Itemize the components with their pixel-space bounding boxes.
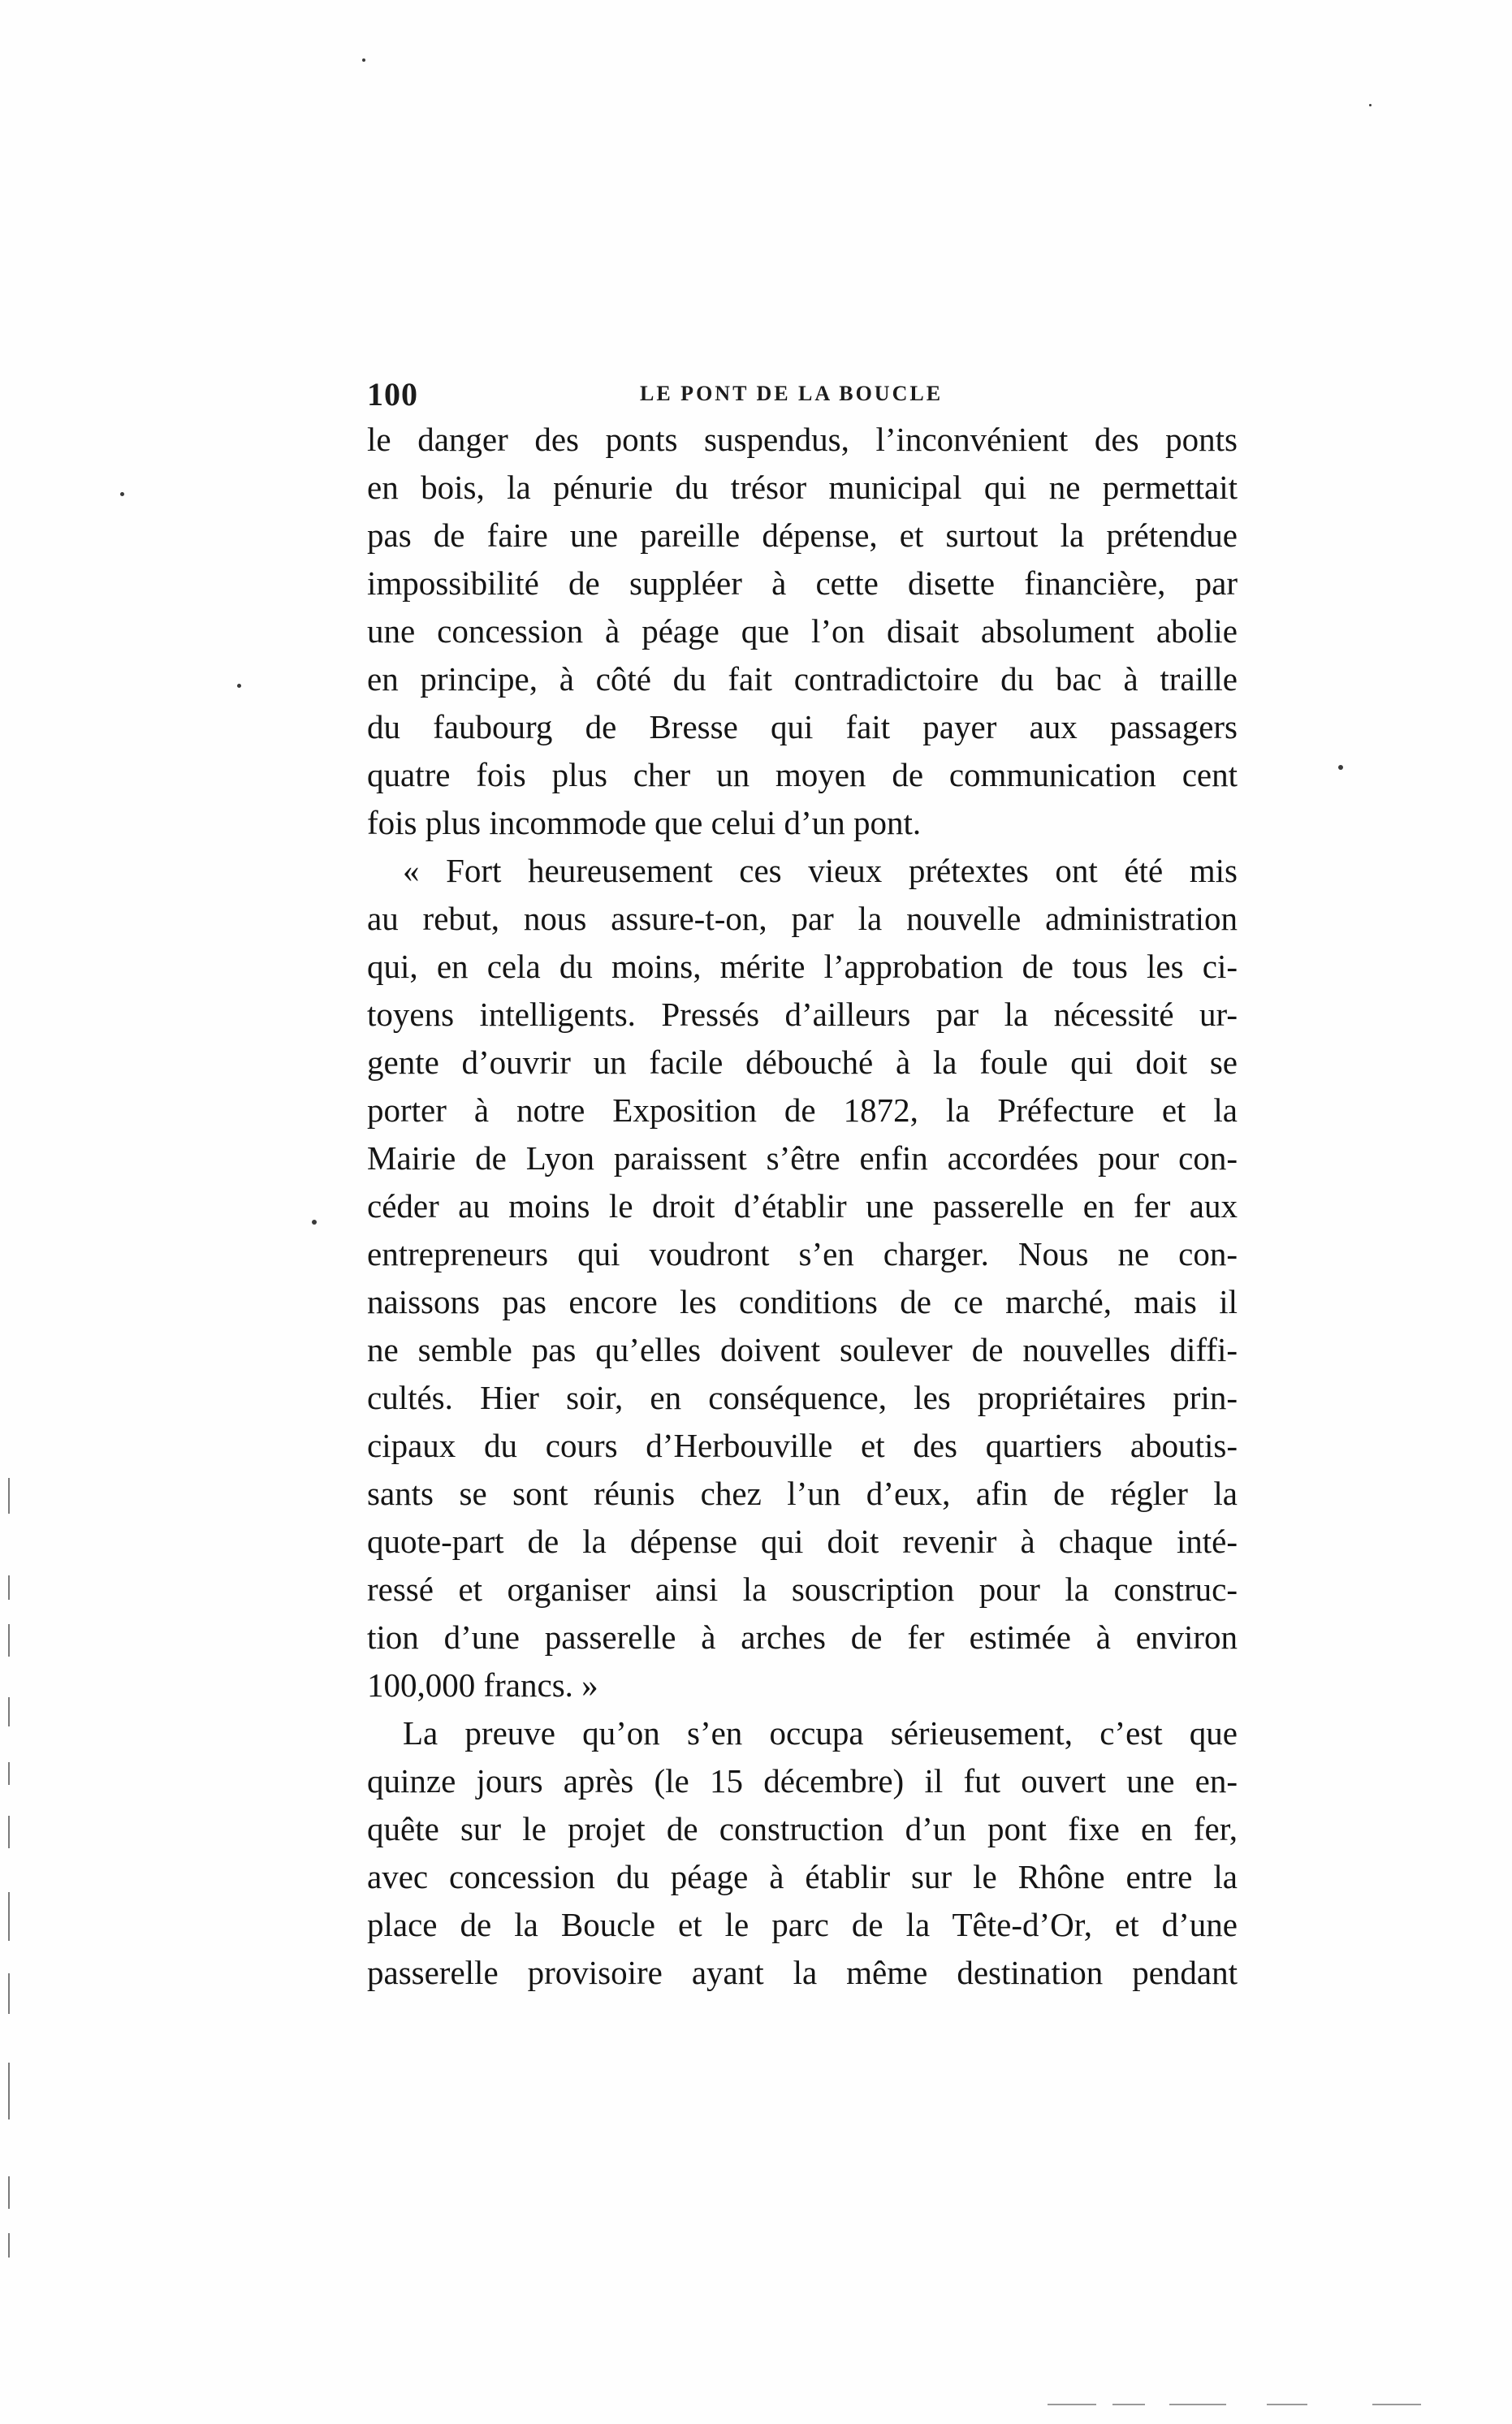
body-text (367, 416, 1238, 1997)
text-line: qui, en cela du moins, mérite l’approbation de tous les ci- (367, 948, 1238, 985)
text-line: gente d’ouvrir un facile débouché à la foule qui doit se (367, 1043, 1238, 1081)
page-number: 100 (367, 376, 418, 413)
edge-mark (8, 1624, 10, 1657)
edge-mark (8, 1816, 10, 1848)
text-line: quote-part de la dépense qui doit revenir à chaque inté- (367, 1523, 1238, 1560)
edge-mark (8, 2176, 10, 2209)
edge-mark (8, 1892, 10, 1941)
paragraph (367, 416, 1238, 847)
text-line: ressé et organiser ainsi la souscription pour la construc- (367, 1571, 1238, 1608)
edge-mark (8, 1697, 10, 1726)
running-title: LE PONT DE LA BOUCLE (640, 382, 944, 405)
scan-speck (120, 492, 124, 496)
text-line: quinze jours après (le 15 décembre) il fut ouvert une en- (367, 1762, 1238, 1800)
text-line: cipaux du cours d’Herbouville et des quartiers aboutis- (367, 1427, 1238, 1464)
text-line: toyens intelligents. Pressés d’ailleurs par la nécessité ur- (367, 996, 1238, 1033)
scan-speck (312, 1220, 317, 1225)
edge-mark (8, 2063, 10, 2119)
text-line: « Fort heureusement ces vieux prétextes ont été mis (403, 852, 1238, 889)
text-line: en bois, la pénurie du trésor municipal qui ne permettait (367, 469, 1238, 506)
edge-mark (1169, 2404, 1226, 2405)
text-line: impossibilité de suppléer à cette disette financière, par (367, 564, 1238, 602)
text-line: La preuve qu’on s’en occupa sérieusement, c’est que (403, 1714, 1238, 1752)
text-line: tion d’une passerelle à arches de fer estimée à environ (367, 1618, 1238, 1656)
page-header (367, 375, 1238, 413)
text-line: céder au moins le droit d’établir une passerelle en fer aux (367, 1187, 1238, 1225)
text-line: pas de faire une pareille dépense, et surtout la prétendue (367, 516, 1238, 554)
scan-speck (1338, 765, 1343, 770)
text-line: ne semble pas qu’elles doivent soulever de nouvelles diffi- (367, 1331, 1238, 1368)
text-line: passerelle provisoire ayant la même destination pendant (367, 1954, 1238, 1991)
paragraph (367, 1709, 1238, 1997)
text-line: porter à notre Exposition de 1872, la Préfecture et la (367, 1091, 1238, 1129)
edge-mark (8, 1762, 10, 1785)
text-line: avec concession du péage à établir sur le Rhône entre la (367, 1858, 1238, 1895)
edge-mark (1372, 2404, 1421, 2405)
text-line: quatre fois plus cher un moyen de communication cent (367, 756, 1238, 793)
text-line: du faubourg de Bresse qui fait payer aux passagers (367, 708, 1238, 745)
edge-mark (8, 1575, 10, 1600)
text-line: le danger des ponts suspendus, l’inconvénient des ponts (367, 421, 1238, 458)
text-line: sants se sont réunis chez l’un d’eux, afin de régler la (367, 1475, 1238, 1512)
edge-mark (8, 2233, 10, 2258)
edge-mark (8, 1478, 10, 1514)
scan-speck (237, 684, 241, 688)
text-line: entrepreneurs qui voudront s’en charger. Nous ne con- (367, 1235, 1238, 1272)
text-line: en principe, à côté du fait contradictoire du bac à traille (367, 660, 1238, 698)
edge-mark (1048, 2404, 1096, 2405)
scan-speck (1369, 104, 1372, 106)
text-line: cultés. Hier soir, en conséquence, les propriétaires prin- (367, 1379, 1238, 1416)
text-line: une concession à péage que l’on disait absolument abolie (367, 612, 1238, 650)
paragraph (367, 847, 1238, 1709)
text-line: naissons pas encore les conditions de ce marché, mais il (367, 1283, 1238, 1320)
edge-mark (8, 1973, 10, 2014)
text-line: Mairie de Lyon paraissent s’être enfin accordées pour con- (367, 1139, 1238, 1177)
text-line: fois plus incommode que celui d’un pont. (367, 804, 922, 841)
edge-mark (1267, 2404, 1307, 2405)
edge-mark (1112, 2404, 1145, 2405)
text-line: place de la Boucle et le parc de la Tête-d’Or, et d’une (367, 1906, 1238, 1943)
scan-speck (362, 58, 365, 62)
text-line: au rebut, nous assure-t-on, par la nouvelle administration (367, 900, 1238, 937)
text-line: 100,000 francs. » (367, 1666, 598, 1704)
text-line: quête sur le projet de construction d’un pont fixe en fer, (367, 1810, 1238, 1847)
